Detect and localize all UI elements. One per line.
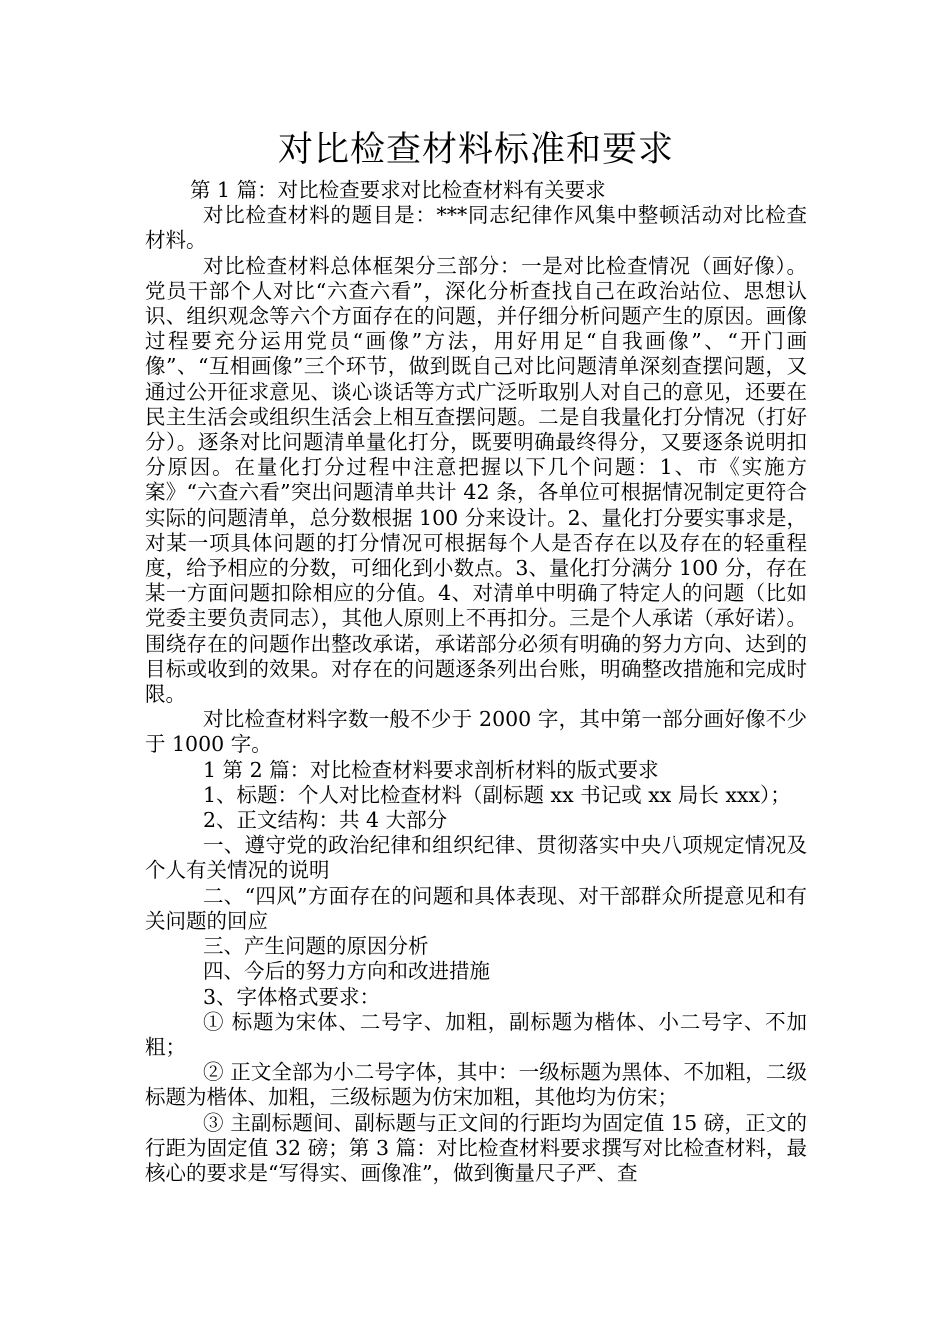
document-page [145,122,807,1186]
paragraph: 对比检查材料的题目是：***同志纪律作风集中整顿活动对比检查材料。 [145,203,807,253]
document-body [145,178,807,1186]
paragraph: 二、“四风”方面存在的问题和具体表现、对干部群众所提意见和有关问题的回应 [145,883,807,933]
paragraph: 3、字体格式要求： [203,984,381,1009]
paragraph: 2、正文结构：共 4 大部分 [203,808,448,833]
paragraph: 四、今后的努力方向和改进措施 [203,959,490,984]
paragraph: ② 正文全部为小二号字体，其中：一级标题为黑体、不加粗，二级标题为楷体、加粗，三级标题为仿宋加粗，其他均为仿宋； [145,1060,807,1110]
paragraph: 对比检查材料字数一般不少于 2000 字，其中第一部分画好像不少于 1000 字。 [145,707,807,757]
paragraph: 1、标题：个人对比检查材料（副标题 xx 书记或 xx 局长 xxx）； [203,782,791,807]
paragraph: 1 第 2 篇：对比检查材料要求剖析材料的版式要求 [203,757,659,782]
paragraph: ① 标题为宋体、二号字、加粗，副标题为楷体、小二号字、不加粗； [145,1009,807,1059]
paragraph: ③ 主副标题间、副标题与正文间的行距均为固定值 15 磅，正文的行距为固定值 32 磅；第 3 篇：对比检查材料要求撰写对比检查材料，最核心的要求是“写得实、画像准”，做到衡量尺子严、查 [145,1110,807,1185]
paragraph: 第 1 篇：对比检查要求对比检查材料有关要求 [190,178,606,202]
paragraph: 对比检查材料总体框架分三部分：一是对比检查情况（画好像）。党员干部个人对比“六查六看”，深化分析查找自己在政治站位、思想认识、组织观念等六个方面存在的问题，并仔细分析问题产生的原因。画像过程要充分运用党员“画像”方法，用好用足“自我画像”、“开门画像”、“互相画像”三个环节，做到既自己对比问题清单深刻查摆问题，又通过公开征求意见、谈心谈话等方式广泛听取别人对自己的意见，还要在民主生活会或组织生活会上相互查摆问题。二是自我量化打分情况（打好分）。逐条对比问题清单量化打分，既要明确最终得分，又要逐条说明扣分原因。在量化打分过程中注意把握以下几个问题：1、市《实施方案》“六查六看”突出问题清单共计 42 条，各单位可根据情况制定更符合实际的问题清单，总分数根据 100 分来设计。2、量化打分要实事求是，对某一项具体问题的打分情况可根据每个人是否存在以及存在的轻重程度，给予相应的分数，可细化到小数点。3、量化打分满分 100 分，存在某一方面问题扣除相应的分值。4、对清单中明确了特定人的问题（比如党委主要负责同志），其他人原则上不再扣分。三是个人承诺（承好诺）。围绕存在的问题作出整改承诺，承诺部分必须有明确的努力方向、达到的目标或收到的效果。对存在的问题逐条列出台账，明确整改措施和完成时限。 [145,253,807,707]
document-title: 对比检查材料标准和要求 [277,130,674,170]
paragraph: 三、产生问题的原因分析 [203,934,429,959]
paragraph: 一、遵守党的政治纪律和组织纪律、贯彻落实中央八项规定情况及个人有关情况的说明 [145,833,807,883]
